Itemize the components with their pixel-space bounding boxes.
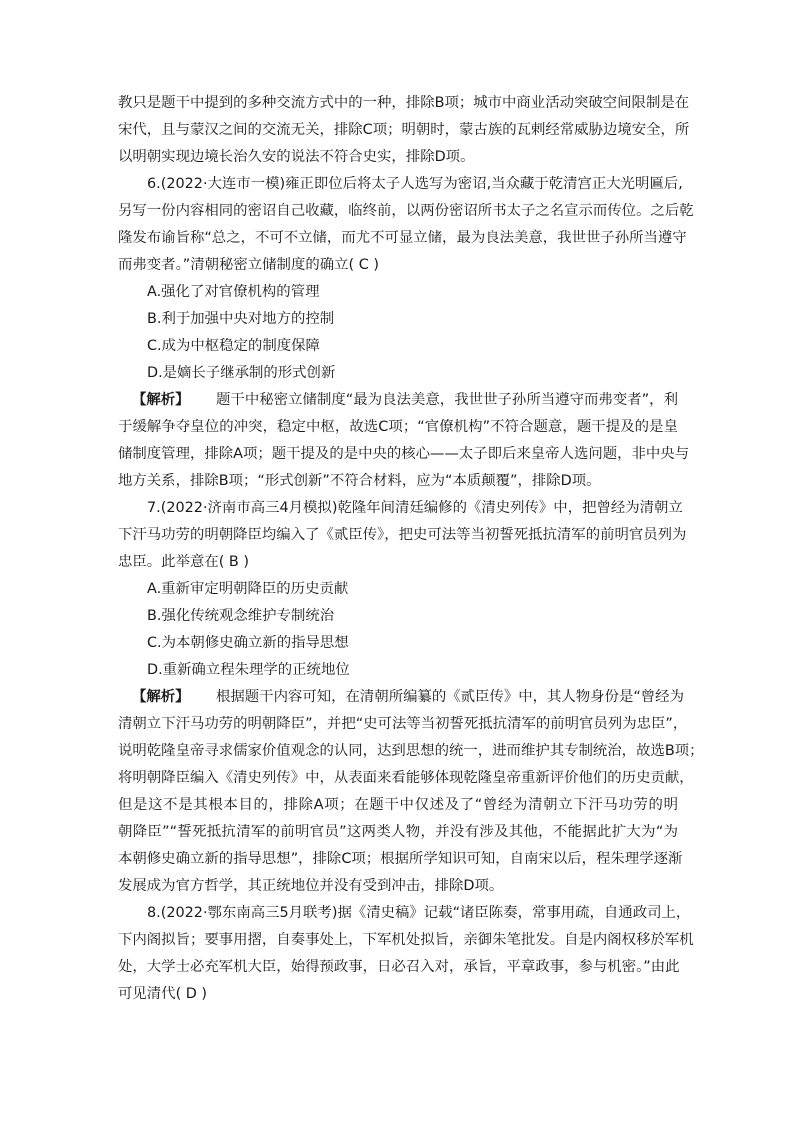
q6-option-b: B.利于加强中央对地方的控制 [147,311,335,327]
q7-analysis-line: 本朝修史确立新的指导思想”，排除C项；根据所学知识可知，自南宋以后，程朱理学逐渐 [118,851,683,867]
q7-analysis-line: 根据题干内容可知，在清朝所编纂的《贰臣传》中，其人物身份是“曾经为 [216,689,684,705]
q7-analysis-line: 发展成为官方哲学，其正统地位并没有受到冲击，排除D项。 [118,878,504,894]
q7-analysis-line: 说明乾隆皇帝寻求儒家价值观念的认同，达到思想的统一，进而维护其专制统治，故选B项； [118,743,704,759]
q6-stem-line: 隆发布谕旨称“总之，不可不立储，而尤不可显立储，最为良法美意，我世世子孙所当遵守 [118,230,687,246]
q7-analysis-line: 将明朝降臣编入《清史列传》中，从表面来看能够体现乾隆皇帝重新评价他们的历史贡献， [118,770,694,786]
q8-stem-line: 8.(2022·鄂东南高三5月联考)据《清史稿》记载“诸臣陈奏，常事用疏，自通政司上， [147,905,691,921]
q6-option-d: D.是嫡长子继承制的形式创新 [147,365,336,381]
q6-analysis-line: 储制度管理，排除A项；题干提及的是中央的核心——太子即后来皇帝人选问题，非中央与 [118,446,690,462]
q7-option-b: B.强化传统观念维护专制统治 [147,608,335,624]
q7-stem-line: 忠臣。此举意在( B ) [118,554,249,570]
q6-stem-line: 而弗变者。”清朝秘密立储制度的确立( C ) [118,257,379,273]
q7-option-c: C.为本朝修史确立新的指导思想 [147,635,349,651]
q7-analysis-line: 朝降臣”“誓死抵抗清军的前明官员”这两类人物，并没有涉及其他，不能据此扩大为“为 [118,824,678,840]
q7-analysis-line: 但是这不是其根本目的，排除A项；在题干中仅述及了“曾经为清朝立下汗马功劳的明 [118,797,678,813]
q6-stem-line: 6.(2022·大连市一模)雍正即位后将太子人选写为密诏,当众藏于乾清宫正大光明匾后, [147,176,683,192]
q7-option-a: A.重新审定明朝降臣的历史贡献 [147,581,349,597]
q8-stem-line: 处，大学士必充军机大臣，始得预政事，日必召入对，承旨，平章政事，参与机密。”由此 [118,959,680,975]
q5-tail-line: 以明朝实现边境长治久安的说法不符合史实，排除D项。 [118,149,475,165]
q8-stem-line: 可见清代( D ) [118,986,208,1002]
q7-stem-line: 下汗马功劳的明朝降臣均编入了《贰臣传》，把史可法等当初誓死抵抗清军的前明官员列为 [118,527,687,543]
q7-option-d: D.重新确立程朱理学的正统地位 [147,662,350,678]
q7-analysis-tag: 【解析】 [132,689,190,705]
q7-analysis-line: 清朝立下汗马功劳的明朝降臣”，并把“史可法等当初誓死抵抗清军的前明官员列为忠臣”， [118,716,688,732]
q5-tail-line: 宋代，且与蒙汉之间的交流无关，排除C项；明朝时，蒙古族的瓦剌经常威胁边境安全，所 [118,122,690,138]
q7-stem-line: 7.(2022·济南市高三4月模拟)乾隆年间清廷编修的《清史列传》中，把曾经为清朝立 [147,500,683,516]
q6-stem-line: 另写一份内容相同的密诏自己收藏，临终前，以两份密诏所书太子之名宣示而传位。之后乾 [118,203,694,219]
q6-analysis-line: 地方关系，排除B项；“形式创新”不符合材料，应为“本质颠覆”，排除D项。 [118,473,601,489]
q8-stem-line: 下内阁拟旨；要事用摺，自奏事处上，下军机处拟旨，亲御朱笔批发。自是内阁权移於军机 [118,932,694,948]
q6-analysis-line: 于缓解争夺皇位的冲突，稳定中枢，故选C项；“官僚机构”不符合题意，题干提及的是皇 [118,419,678,435]
q5-tail-line: 教只是题干中提到的多种交流方式中的一种，排除B项；城市中商业活动突破空间限制是在 [118,95,690,111]
q6-analysis-tag: 【解析】 [132,392,190,408]
q6-option-c: C.成为中枢稳定的制度保障 [147,338,320,354]
q6-analysis-line: 题干中秘密立储制度“最为良法美意，我世世子孙所当遵守而弗变者”，利 [216,392,678,408]
q6-option-a: A.强化了对官僚机构的管理 [147,284,320,300]
